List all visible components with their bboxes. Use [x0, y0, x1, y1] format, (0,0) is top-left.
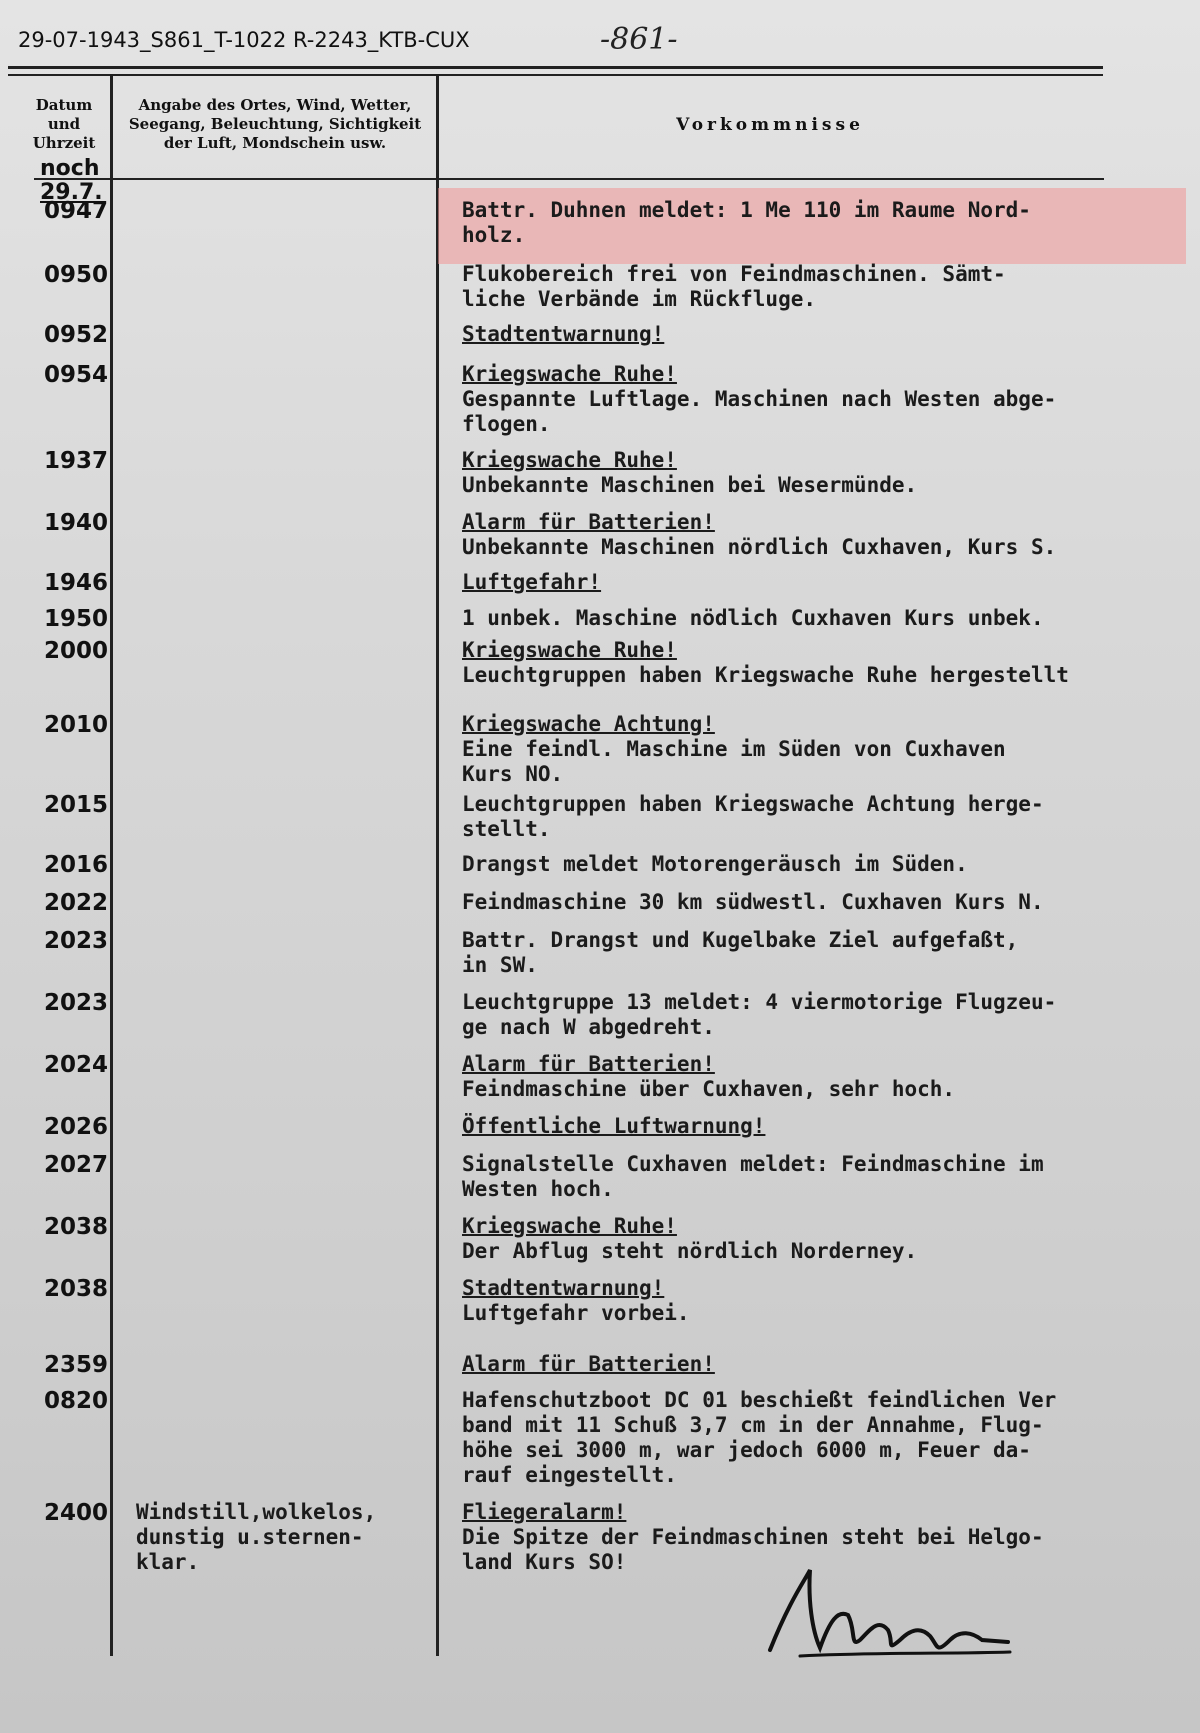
top-rule [8, 66, 1103, 69]
entry-time: 2026 [43, 1114, 108, 1140]
entry-text [462, 638, 1182, 688]
entry-line: stellt. [462, 817, 551, 841]
entry-time: 2038 [43, 1276, 108, 1302]
entry-line: Feindmaschine über Cuxhaven, sehr hoch. [462, 1077, 956, 1101]
entry-text [462, 712, 1182, 787]
entry-line: Hafenschutzboot DC 01 beschießt feindlichen Ver [462, 1388, 1057, 1412]
top-rule-secondary [8, 74, 1103, 76]
entry-line: Gespannte Luftlage. Maschinen nach Westen abge- [462, 387, 1057, 411]
header-weather: Angabe des Ortes, Wind, Wetter, Seegang, Beleuchtung, Sichtigkeit der Luft, Mondschein usw. [128, 96, 422, 152]
entry-time: 2038 [43, 1214, 108, 1240]
entry-line: 1 unbek. Maschine nödlich Cuxhaven Kurs unbek. [462, 606, 1044, 630]
entry-text [462, 1114, 1182, 1139]
entry-time: 2015 [43, 792, 108, 818]
weather-line: dunstig u.sternen- [136, 1525, 364, 1549]
entry-line: Flukobereich frei von Feindmaschinen. Sämt- [462, 262, 1006, 286]
header-events: Vorkommnisse [676, 115, 864, 135]
entry-line: land Kurs SO! [462, 1550, 627, 1574]
entry-time: 1937 [43, 448, 108, 474]
entry-text [462, 1152, 1182, 1202]
entry-line: Öffentliche Luftwarnung! [462, 1114, 766, 1138]
entry-line: Battr. Drangst und Kugelbake Ziel aufgefaßt, [462, 928, 1019, 952]
entry-line: Luftgefahr! [462, 570, 602, 594]
entry-line: Der Abflug steht nördlich Norderney. [462, 1239, 918, 1263]
entry-text [462, 262, 1182, 312]
entry-line: holz. [462, 223, 526, 247]
entry-text [462, 890, 1182, 915]
entry-line: Kurs NO. [462, 762, 564, 786]
entry-line: Battr. Duhnen meldet: 1 Me 110 im Raume Nord- [462, 198, 1031, 222]
entry-text [462, 198, 1182, 248]
entry-time: 2016 [43, 852, 108, 878]
entry-line: Leuchtgruppe 13 meldet: 4 viermotorige Flugzeu- [462, 990, 1057, 1014]
entry-line: Leuchtgruppen haben Kriegswache Ruhe hergestellt [462, 663, 1069, 687]
entry-time: 0947 [43, 198, 108, 224]
weather-line: klar. [136, 1550, 200, 1574]
column-divider-1 [110, 76, 113, 1656]
entry-time: 0954 [43, 362, 108, 388]
entry-text [462, 448, 1182, 498]
entry-line: Unbekannte Maschinen nördlich Cuxhaven, Kurs S. [462, 535, 1057, 559]
entry-line: Signalstelle Cuxhaven meldet: Feindmaschine im [462, 1152, 1044, 1176]
entry-line: Alarm für Batterien! [462, 1052, 715, 1076]
entry-line: höhe sei 3000 m, war jedoch 6000 m, Feuer da- [462, 1438, 1031, 1462]
entry-text [462, 792, 1182, 842]
entry-line: Westen hoch. [462, 1177, 614, 1201]
entry-weather [136, 1500, 436, 1575]
entry-line: Kriegswache Ruhe! [462, 448, 677, 472]
entry-time: 2023 [43, 928, 108, 954]
entry-line: Alarm für Batterien! [462, 510, 715, 534]
entry-line: Stadtentwarnung! [462, 1276, 665, 1300]
entry-text [462, 1352, 1182, 1377]
entry-time: 2023 [43, 990, 108, 1016]
entry-time: 1950 [43, 606, 108, 632]
entry-time: 1940 [43, 510, 108, 536]
entry-text [462, 322, 1182, 347]
entry-line: Eine feindl. Maschine im Süden von Cuxhaven [462, 737, 1006, 761]
entry-line: Kriegswache Ruhe! [462, 362, 677, 386]
entry-time: 2024 [43, 1052, 108, 1078]
entry-line: Leuchtgruppen haben Kriegswache Achtung herge- [462, 792, 1044, 816]
header-date-time: Datum und Uhrzeit [32, 96, 96, 152]
header-rule [34, 178, 1104, 180]
date-marker-noch: noch [40, 156, 100, 181]
entry-line: liche Verbände im Rückfluge. [462, 287, 817, 311]
entry-line: Fliegeralarm! [462, 1500, 627, 1524]
entry-line: Kriegswache Ruhe! [462, 1214, 677, 1238]
entry-time: 2022 [43, 890, 108, 916]
weather-line: Windstill,wolkelos, [136, 1500, 377, 1524]
entry-time: 2359 [43, 1352, 108, 1378]
entry-line: Kriegswache Ruhe! [462, 638, 677, 662]
entry-line: Drangst meldet Motorengeräusch im Süden. [462, 852, 968, 876]
entry-time: 2400 [43, 1500, 108, 1526]
archive-reference: 29-07-1943_S861_T-1022 R-2243_KTB-CUX [18, 28, 470, 52]
entry-text [462, 362, 1182, 437]
entry-line: Alarm für Batterien! [462, 1352, 715, 1376]
entry-line: Stadtentwarnung! [462, 322, 665, 346]
entry-time: 0952 [43, 322, 108, 348]
entry-line: Luftgefahr vorbei. [462, 1301, 690, 1325]
entry-text [462, 606, 1182, 631]
entry-text [462, 852, 1182, 877]
entry-line: in SW. [462, 953, 538, 977]
entry-time: 0820 [43, 1388, 108, 1414]
entry-time: 0950 [43, 262, 108, 288]
entry-text [462, 1276, 1182, 1326]
entry-line: Feindmaschine 30 km südwestl. Cuxhaven Kurs N. [462, 890, 1044, 914]
entry-line: Die Spitze der Feindmaschinen steht bei Helgo- [462, 1525, 1044, 1549]
entry-line: band mit 11 Schuß 3,7 cm in der Annahme, Flug- [462, 1413, 1044, 1437]
entry-text [462, 990, 1182, 1040]
column-divider-2 [436, 76, 439, 1656]
entry-line: rauf eingestellt. [462, 1463, 677, 1487]
entry-time: 2027 [43, 1152, 108, 1178]
entry-line: ge nach W abgedreht. [462, 1015, 715, 1039]
entry-text [462, 510, 1182, 560]
entry-line: Unbekannte Maschinen bei Wesermünde. [462, 473, 918, 497]
entry-text [462, 1214, 1182, 1264]
entry-line: Kriegswache Achtung! [462, 712, 715, 736]
entry-time: 2000 [43, 638, 108, 664]
entry-time: 1946 [43, 570, 108, 596]
entry-text [462, 1052, 1182, 1102]
page-number: -861- [600, 22, 678, 57]
date-marker-date: 29.7. [40, 180, 103, 205]
handwritten-signature [760, 1560, 1020, 1670]
entry-text [462, 928, 1182, 978]
entry-text [462, 1388, 1182, 1488]
entry-text [462, 570, 1182, 595]
entry-time: 2010 [43, 712, 108, 738]
entry-line: flogen. [462, 412, 551, 436]
